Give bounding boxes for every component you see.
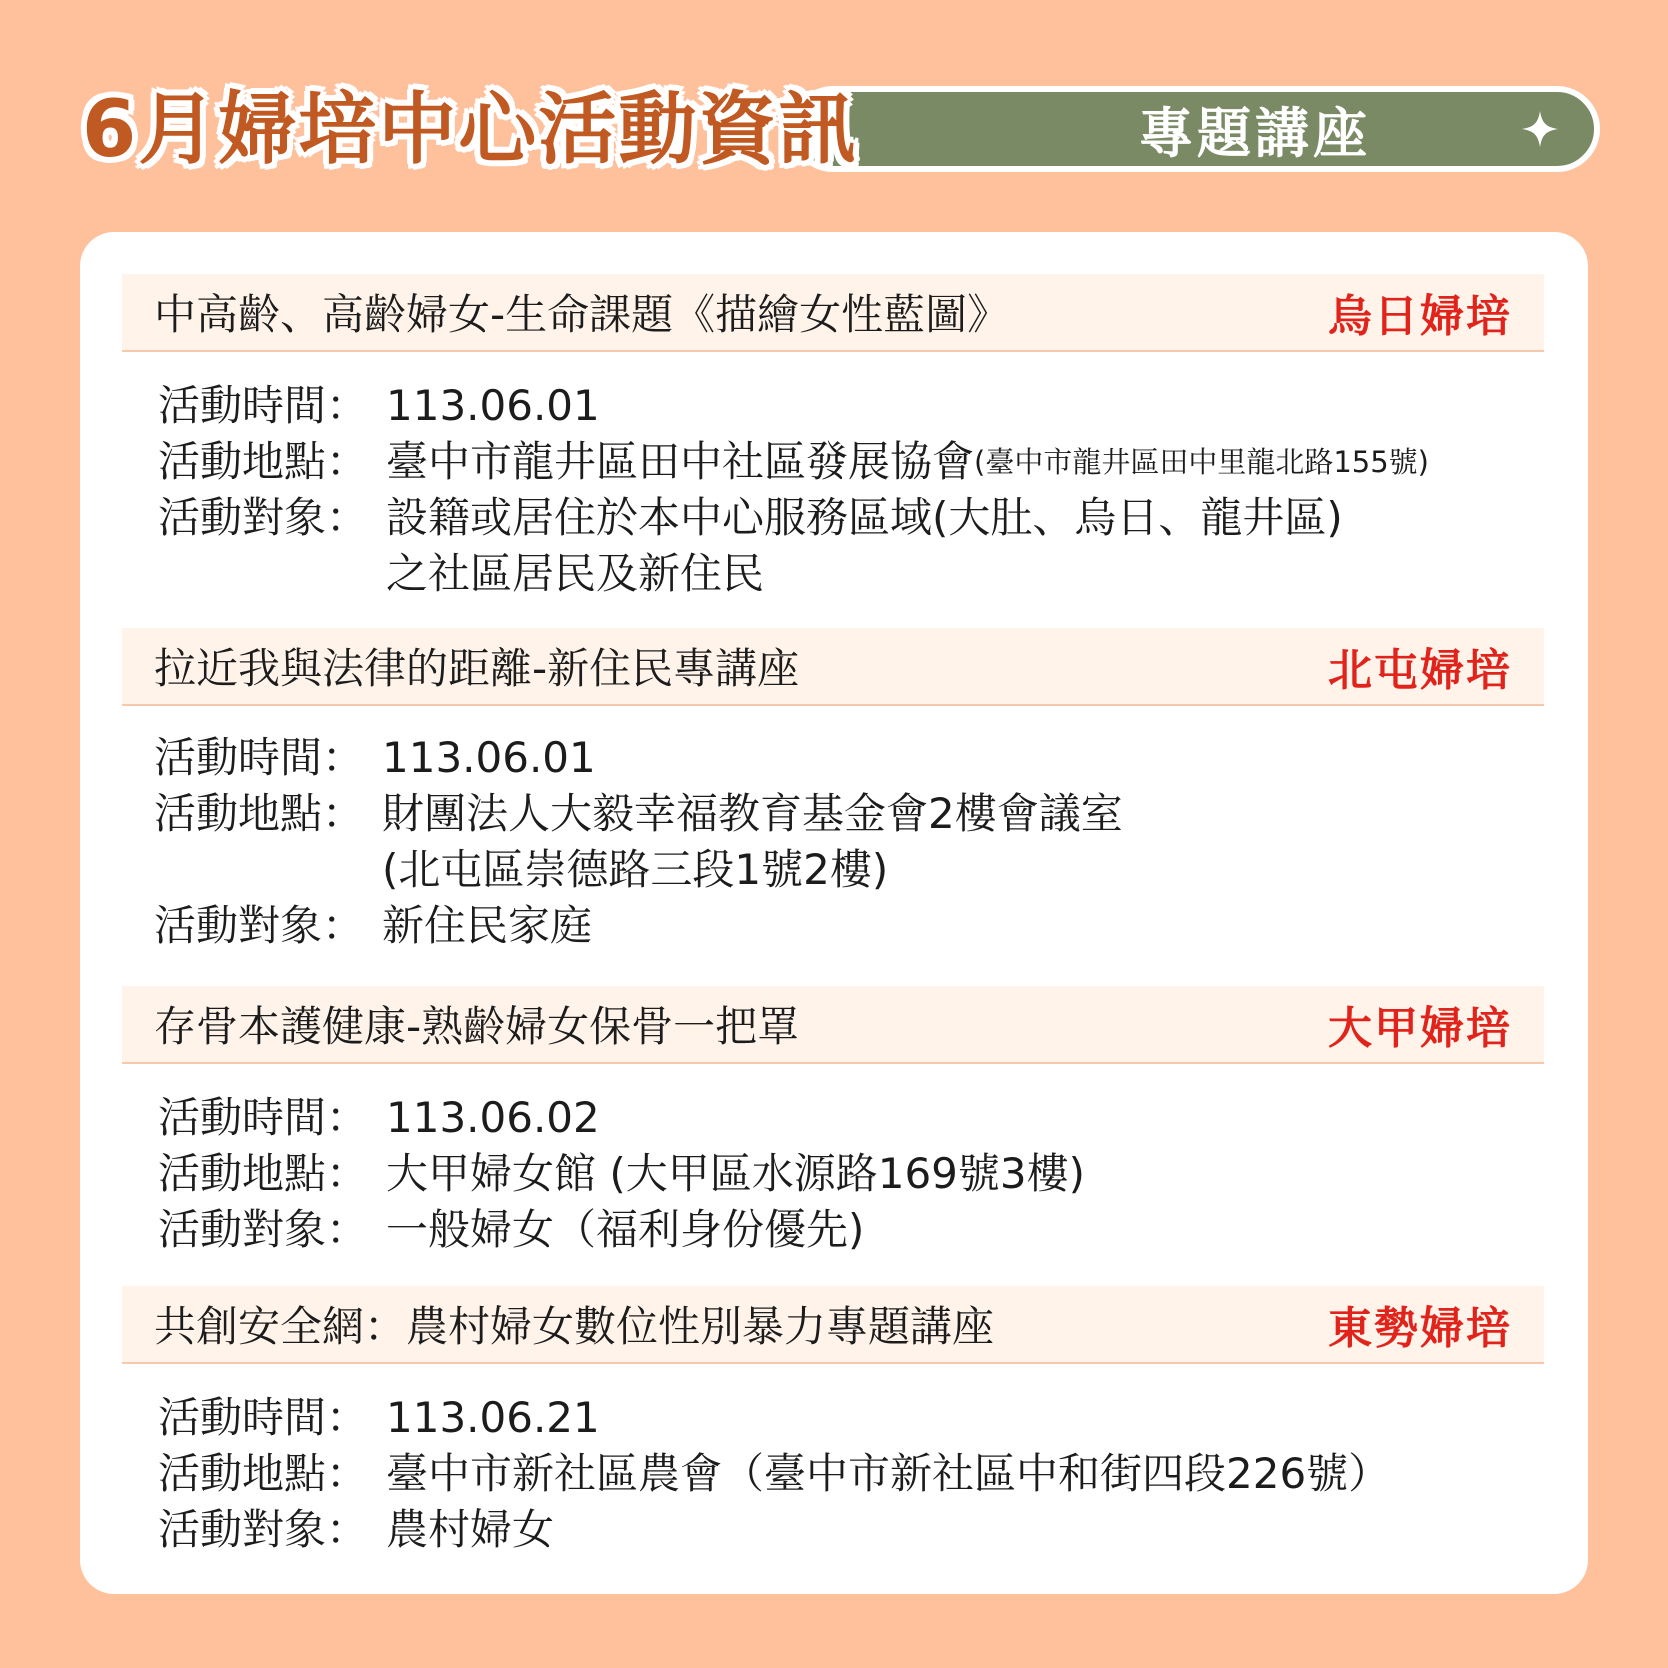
target-value: 農村婦女 xyxy=(386,1505,555,1554)
event-details xyxy=(122,1064,1544,1258)
event-center: 北屯婦培 xyxy=(1328,645,1512,696)
event-place-row xyxy=(154,786,1544,842)
event-target-row xyxy=(158,1502,1544,1558)
time-label: 活動時間： xyxy=(154,733,365,782)
time-label: 活動時間： xyxy=(158,381,369,430)
place-label: 活動地點： xyxy=(158,1449,369,1498)
event-place-row xyxy=(158,434,1544,490)
event-target-row xyxy=(154,898,1544,954)
place-value: 臺中市新社區農會（臺中市新社區中和街四段226號） xyxy=(386,1449,1391,1498)
event-title: 存骨本護健康-熟齡婦女保骨一把罩 xyxy=(154,1002,800,1051)
time-value: 113.06.21 xyxy=(386,1393,600,1442)
event-target-row-cont xyxy=(158,546,1544,602)
event-target-row xyxy=(158,490,1544,546)
time-value: 113.06.01 xyxy=(386,381,600,430)
event-target-row xyxy=(158,1202,1544,1258)
event-center: 大甲婦培 xyxy=(1328,1003,1512,1054)
target-value: 新住民家庭 xyxy=(382,901,593,950)
target-label: 活動對象： xyxy=(158,1205,369,1254)
event-details xyxy=(122,706,1544,954)
event-time-row xyxy=(154,730,1544,786)
event-item xyxy=(122,274,1544,602)
event-details xyxy=(122,352,1544,602)
event-place-row-cont xyxy=(154,842,1544,898)
time-label: 活動時間： xyxy=(158,1393,369,1442)
place-value: 臺中市龍井區田中社區發展協會 xyxy=(386,437,975,486)
event-item xyxy=(122,986,1544,1258)
event-item xyxy=(122,1286,1544,1558)
page-header xyxy=(0,0,1668,200)
place-note: (臺中市龍井區田中里龍北路155號) xyxy=(974,445,1429,479)
place-label: 活動地點： xyxy=(158,437,369,486)
sparkle-icon xyxy=(1520,109,1560,149)
target-value-line2: 之社區居民及新住民 xyxy=(386,549,765,598)
banner-label: 專題講座 xyxy=(1139,101,1371,165)
event-title: 共創安全網：農村婦女數位性別暴力專題講座 xyxy=(154,1302,995,1351)
topic-banner xyxy=(790,86,1600,172)
event-title: 中高齡、高齡婦女-生命課題《描繪女性藍圖》 xyxy=(154,290,1010,339)
place-value: 財團法人大毅幸福教育基金會2樓會議室 xyxy=(382,789,1123,838)
event-details xyxy=(122,1364,1544,1558)
time-label: 活動時間： xyxy=(158,1093,369,1142)
time-value: 113.06.01 xyxy=(382,733,596,782)
event-center: 烏日婦培 xyxy=(1328,291,1512,342)
event-item xyxy=(122,628,1544,954)
place-label: 活動地點： xyxy=(154,789,365,838)
place-value: 大甲婦女館 (大甲區水源路169號3樓) xyxy=(386,1149,1086,1198)
events-card xyxy=(80,232,1588,1594)
event-header xyxy=(122,986,1544,1064)
target-label: 活動對象： xyxy=(158,493,369,542)
event-time-row xyxy=(158,1090,1544,1146)
event-time-row xyxy=(158,378,1544,434)
event-center: 東勢婦培 xyxy=(1328,1303,1512,1354)
event-header xyxy=(122,274,1544,352)
time-value: 113.06.02 xyxy=(386,1093,600,1142)
target-value: 一般婦女（福利身份優先) xyxy=(386,1205,865,1254)
target-label: 活動對象： xyxy=(158,1505,369,1554)
event-place-row xyxy=(158,1146,1544,1202)
event-header xyxy=(122,1286,1544,1364)
target-label: 活動對象： xyxy=(154,901,365,950)
event-header xyxy=(122,628,1544,706)
place-value-line2: (北屯區崇德路三段1號2樓) xyxy=(382,845,889,894)
event-title: 拉近我與法律的距離-新住民專講座 xyxy=(154,644,800,693)
page-title: 6月婦培中心活動資訊 xyxy=(82,85,859,175)
place-label: 活動地點： xyxy=(158,1149,369,1198)
event-place-row xyxy=(158,1446,1544,1502)
event-time-row xyxy=(158,1390,1544,1446)
target-value: 設籍或居住於本中心服務區域(大肚、烏日、龍井區) xyxy=(386,493,1343,542)
